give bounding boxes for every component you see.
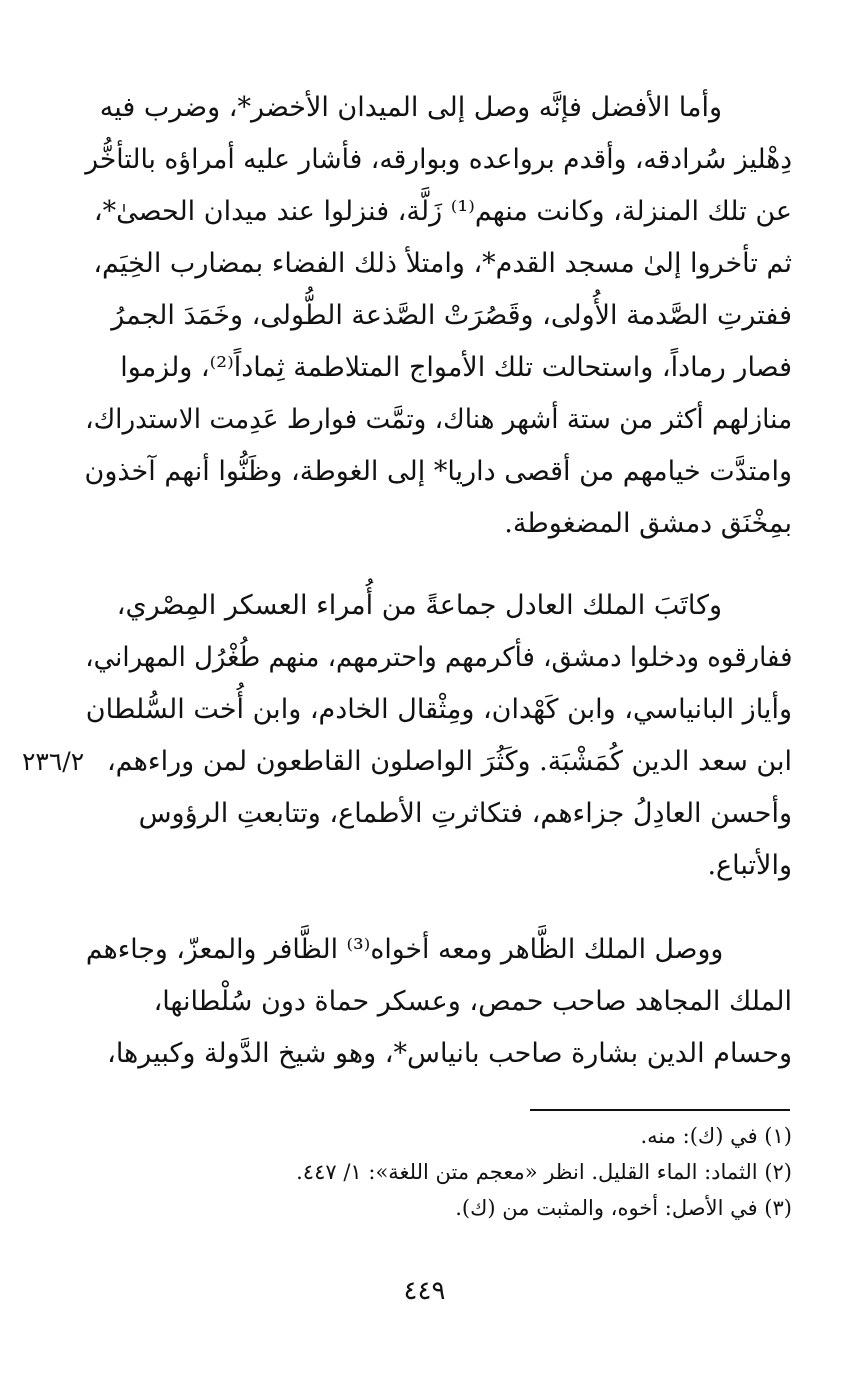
text-line: والأتباع. <box>707 850 792 881</box>
text-line: الملك المجاهد صاحب حمص، وعسكر حماة دون سُلْطانها، <box>153 986 792 1017</box>
text-line: وحسام الدين بشارة صاحب بانياس*، وهو شيخ الدَّولة وكبيرها، <box>107 1038 792 1069</box>
text-line: ابن سعد الدين كُمَشْبَة. وكَثُرَ الواصلون القاطعون لمن وراءهم، <box>106 746 792 777</box>
page-number: ٤٤٩ <box>403 1276 446 1306</box>
footnotes <box>92 1124 792 1232</box>
text-line: بمِخْنَق دمشق المضغوطة. <box>504 508 792 539</box>
text-line: ثم تأخروا إلىٰ مسجد القدم*، وامتلأ ذلك الفضاء بمضارب الخِيَم، <box>93 248 792 279</box>
footnote-3: (٣) في الأصل: أخوه، والمثبت من (ك). <box>455 1196 792 1220</box>
text-line: وكاتَبَ الملك العادل جماعةً من أُمراء العسكر المِصْري، <box>116 590 722 621</box>
paragraph-2 <box>85 590 792 910</box>
text-line: ففارقوه ودخلوا دمشق، فأكرمهم واحترمهم، منهم طُغْرُل المهراني، <box>84 642 792 673</box>
text-line: دِهْليز سُرادقه، وأقدم برواعده وبوارقه، فأشار عليه أمراؤه بالتأخُّر <box>85 144 792 175</box>
text-line: وامتدَّت خيامهم من أقصى داريا* إلى الغوطة، وظَنُّوا أنهم آخذون <box>84 456 792 487</box>
text-line: فصار رماداً، واستحالت تلك الأمواج المتلاطمة ثِماداً⁽²⁾، ولزموا <box>120 352 792 383</box>
paragraph-3 <box>85 934 792 1094</box>
footnote-1: (١) في (ك): منه. <box>640 1124 792 1148</box>
text-line: وأما الأفضل فإنَّه وصل إلى الميدان الأخضر*، وضرب فيه <box>99 92 722 123</box>
text-line: وأياز البانياسي، وابن كَهْدان، ومِثْقال الخادم، وابن أُخت السُّلطان <box>85 694 792 725</box>
text-line: وأحسن العادِلُ جزاءهم، فتكاثرتِ الأطماع، وتتابعتِ الرؤوس <box>138 798 792 829</box>
paragraph-1 <box>85 92 792 552</box>
footnote-separator <box>530 1109 790 1111</box>
text-line: ففترتِ الصَّدمة الأُولى، وقَصُرَتْ الصَّذعة الطُّولى، وخَمَدَ الجمرُ <box>111 300 792 331</box>
margin-volume-page-reference: ٢٣٦/٢ <box>22 747 85 776</box>
text-line: عن تلك المنزلة، وكانت منهم⁽¹⁾ زَلَّة، فنزلوا عند ميدان الحصىٰ*، <box>93 196 792 227</box>
text-line: منازلهم أكثر من ستة أشهر هناك، وتمَّت فوارط عَدِمت الاستدراك، <box>84 404 792 435</box>
footnote-2: (٢) الثماد: الماء القليل. انظر «معجم متن اللغة»: ١/ ٤٤٧. <box>296 1160 792 1184</box>
text-line: ووصل الملك الظَّاهر ومعه أخواه⁽³⁾ الظَّافر والمعزّ، وجاءهم <box>85 934 723 965</box>
